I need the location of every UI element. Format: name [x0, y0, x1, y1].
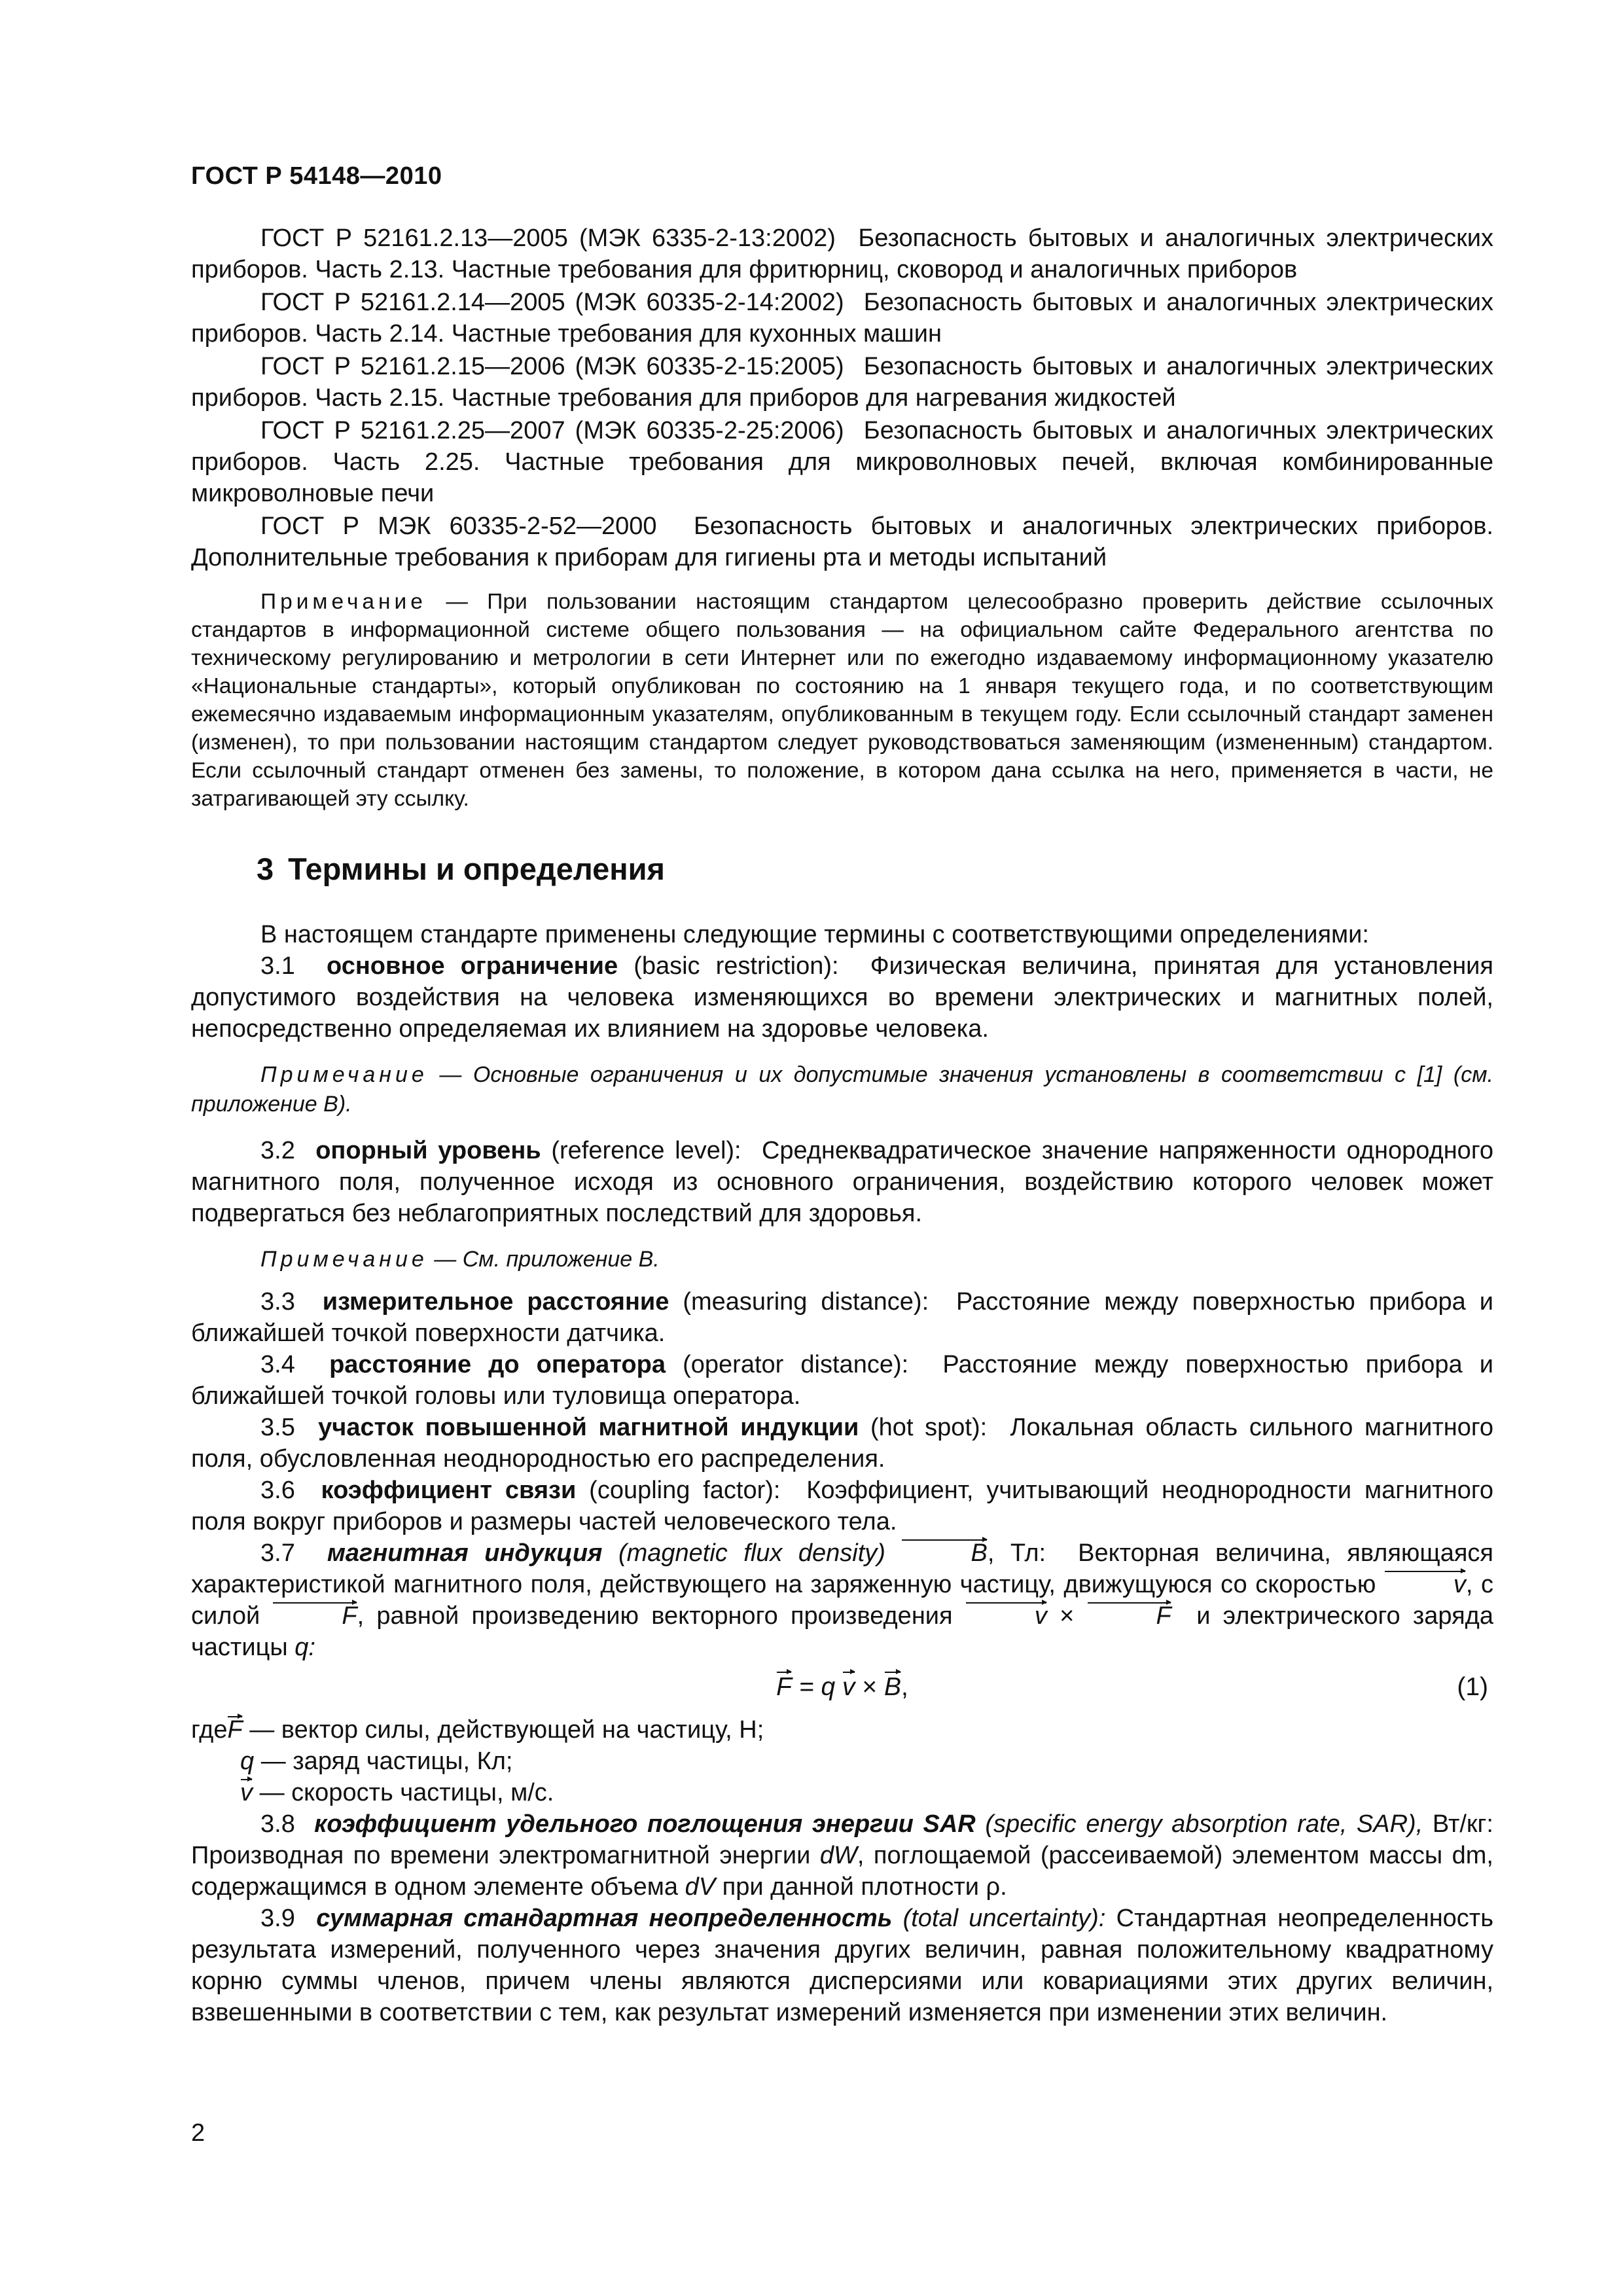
page-number: 2 [191, 2119, 205, 2147]
note-label: Примечание [260, 590, 427, 614]
definition-part: при данной плотности ρ. [722, 1873, 1007, 1901]
term-name: коэффициент удельного поглощения энергии SAR [314, 1810, 976, 1838]
formula-1 [191, 1670, 1493, 1705]
term-name: участок повышенной магнитной индукции [318, 1414, 859, 1441]
term-number: 3.1 [260, 952, 295, 980]
where-symbol: v [240, 1777, 253, 1808]
term-number: 3.9 [260, 1905, 295, 1932]
where-symbol: q [240, 1748, 255, 1775]
formula-number: (1) [1457, 1673, 1488, 1701]
where-symbol: F [227, 1714, 242, 1746]
term-definition: Расстояние между поверхностью прибора и ближайшей точкой поверхности датчика. [191, 1288, 1493, 1347]
term-name: расстояние до оператора [329, 1351, 666, 1378]
definition-part: , поглощаемой (рассеиваемой) элементом массы dm, содержащимся в одном элементе объема [191, 1842, 1493, 1901]
section-heading [257, 850, 1493, 889]
reference-item [191, 223, 1493, 285]
symbol-B: B [901, 1537, 987, 1569]
term-3-5 [191, 1412, 1493, 1475]
term-number: 3.3 [260, 1288, 295, 1316]
section-number: 3 [257, 852, 274, 886]
term-english: (measuring distance): [683, 1288, 929, 1316]
term-unit: , Тл: [987, 1539, 1046, 1567]
term-number: 3.2 [260, 1137, 295, 1164]
where-text: — вектор силы, действующей на частицу, Н; [249, 1716, 764, 1744]
colon: : [308, 1634, 315, 1661]
term-definition: Физическая величина, принятая для установления допустимого воздействия на человека изменяющихся во времени электрических и магнитных полей, непосредственно определяемая их влиянием на здоровье человека. [191, 952, 1493, 1043]
section-title: Термины и определения [288, 852, 665, 886]
term-3-8 [191, 1808, 1493, 1903]
document-body [191, 223, 1493, 2028]
reference-code: ГОСТ Р МЭК 60335-2-52—2000 [260, 512, 657, 540]
term-english: (operator distance): [683, 1351, 909, 1378]
reference-code: ГОСТ Р 52161.2.14—2005 (МЭК 60335-2-14:2002) [260, 289, 844, 316]
symbol-v: v [965, 1600, 1047, 1632]
term-name: опорный уровень [315, 1137, 541, 1164]
term-definition: Коэффициент, учитывающий неоднородности магнитного поля вокруг приборов и размеры частей человеческого тела. [191, 1477, 1493, 1535]
term-3-4 [191, 1349, 1493, 1412]
term-english: (hot spot): [870, 1414, 988, 1441]
term-3-2-note [191, 1245, 1493, 1274]
reference-code: ГОСТ Р 52161.2.25—2007 (МЭК 60335-2-25:2006) [260, 417, 844, 444]
term-definition: Векторная величина, являющаяся характеристикой магнитного поля, действующего на заряженную частицу, движущуюся со скоростью [191, 1539, 1493, 1598]
symbol-F: F [272, 1600, 357, 1632]
definition-part: и электрического заряда частицы [191, 1602, 1493, 1661]
reference-code: ГОСТ Р 52161.2.13—2005 (МЭК 6335-2-13:2002) [260, 224, 836, 252]
where-item [191, 1714, 1493, 1746]
term-english: (specific energy absorption rate, SAR), [985, 1810, 1423, 1838]
reference-text: Безопасность бытовых и аналогичных электрических приборов. Дополнительные требования к приборам для гигиены рта и методы испытаний [191, 512, 1493, 571]
term-3-7 [191, 1537, 1493, 1663]
formula-eq: = q [798, 1673, 836, 1701]
term-name: измерительное расстояние [322, 1288, 669, 1316]
note-text: — Основные ограничения и их допустимые значения установлены в соответствии с [1] (см. приложение В). [191, 1062, 1493, 1117]
reference-item [191, 511, 1493, 573]
term-name: магнитная индукция [327, 1539, 603, 1567]
where-item [191, 1746, 1493, 1777]
symbol-q: q [294, 1634, 309, 1661]
formula-B: B [884, 1670, 901, 1705]
term-english: (basic restriction): [633, 952, 839, 980]
definition-part: , равной произведению векторного произведения [357, 1602, 953, 1630]
formula-F: F [776, 1670, 792, 1705]
where-lead: где [191, 1716, 228, 1744]
formula-end: , [901, 1673, 908, 1701]
note-label: Примечание [260, 1247, 428, 1272]
term-3-1-note [191, 1060, 1493, 1119]
where-item [191, 1777, 1493, 1808]
term-name: коэффициент связи [321, 1477, 577, 1504]
term-number: 3.5 [260, 1414, 295, 1441]
reference-item [191, 351, 1493, 414]
reference-item [191, 287, 1493, 350]
term-definition: Вт/кг: Производная по времени электромагнитной энергии [191, 1810, 1493, 1869]
general-note [191, 588, 1493, 813]
document-header: ГОСТ Р 54148—2010 [191, 162, 442, 190]
term-name: суммарная стандартная неопределенность [316, 1905, 893, 1932]
symbol-F: F [1087, 1600, 1171, 1632]
term-name: основное ограничение [327, 952, 618, 980]
term-number: 3.8 [260, 1810, 295, 1838]
reference-text: Безопасность бытовых и аналогичных электрических приборов. Часть 2.14. Частные требования для кухонных машин [191, 289, 1493, 348]
reference-text: Безопасность бытовых и аналогичных электрических приборов. Часть 2.25. Частные требования для микроволновых печей, включая комбинированные микроволновые печи [191, 417, 1493, 507]
reference-item [191, 415, 1493, 509]
term-3-1 [191, 950, 1493, 1045]
note-label: Примечание [260, 1062, 428, 1087]
term-3-2 [191, 1135, 1493, 1229]
term-english: (coupling factor): [589, 1477, 781, 1504]
reference-text: Безопасность бытовых и аналогичных электрических приборов. Часть 2.13. Частные требования для фритюрниц, сковород и аналогичных приборов [191, 224, 1493, 283]
reference-text: Безопасность бытовых и аналогичных электрических приборов. Часть 2.15. Частные требования для приборов для нагревания жидкостей [191, 353, 1493, 412]
term-3-6 [191, 1475, 1493, 1537]
term-english: (magnetic flux density) [618, 1539, 885, 1567]
term-definition: Расстояние между поверхностью прибора и ближайшей точкой головы или туловища оператора. [191, 1351, 1494, 1410]
symbol-dV: dV [685, 1873, 716, 1901]
term-number: 3.7 [260, 1539, 295, 1567]
formula-v: v [842, 1670, 855, 1705]
note-text: — При пользовании настоящим стандартом целесообразно проверить действие ссылочных стандартов в информационной системе общего пользования — на официальном сайте Федерального агентства по техническому регулированию и метрологии в сети Интернет или по ежегодно издаваемому информационному указателю «Национальные стандарты», который опубликован по состоянию на 1 января текущего года, и по соответствующим ежемесячно издаваемым информационным указателям, опубликованным в текущем году. Если ссылочный стандарт заменен (изменен), то при пользовании настоящим стандартом следует руководствоваться заменяющим (измененным) стандартом. Если ссылочный стандарт отменен без замены, то положение, в котором дана ссылка на него, применяется в части, не затрагивающей эту ссылку. [191, 590, 1493, 811]
symbol-v: v [1384, 1569, 1466, 1600]
term-definition: Стандартная неопределенность результата измерений, полученного через значения других величин, равная положительному квадратному корню суммы членов, причем члены являются дисперсиями или ковариациями этих других величин, взвешенными в соответствии с тем, как результат измерений изменяется при изменении этих величин. [191, 1905, 1494, 2026]
section-intro: В настоящем стандарте применены следующие термины с соответствующими определениями: [260, 921, 1369, 948]
term-definition: Локальная область сильного магнитного поля, обусловленная неоднородностью его распределения. [191, 1414, 1494, 1473]
term-definition: Среднеквадратическое значение напряженности однородного магнитного поля, полученное исходя из основного ограничения, воздействию которого человек может подвергаться без неблагоприятных последствий для здоровья. [191, 1137, 1493, 1227]
note-text: — См. приложение В. [434, 1247, 660, 1272]
term-3-9 [191, 1903, 1493, 2028]
term-number: 3.6 [260, 1477, 295, 1504]
reference-code: ГОСТ Р 52161.2.15—2006 (МЭК 60335-2-15:2005) [260, 353, 844, 380]
definition-part: , с силой [191, 1571, 1493, 1630]
cross-sign: × [1060, 1602, 1075, 1630]
symbol-dW: dW [819, 1842, 857, 1869]
where-text: — заряд частицы, Кл; [260, 1748, 513, 1775]
term-number: 3.4 [260, 1351, 295, 1378]
term-3-3 [191, 1286, 1493, 1349]
formula-cross: × [862, 1673, 878, 1701]
term-english: (total uncertainty): [902, 1905, 1106, 1932]
where-text: — скорость частицы, м/с. [259, 1779, 554, 1806]
term-english: (reference level): [551, 1137, 741, 1164]
